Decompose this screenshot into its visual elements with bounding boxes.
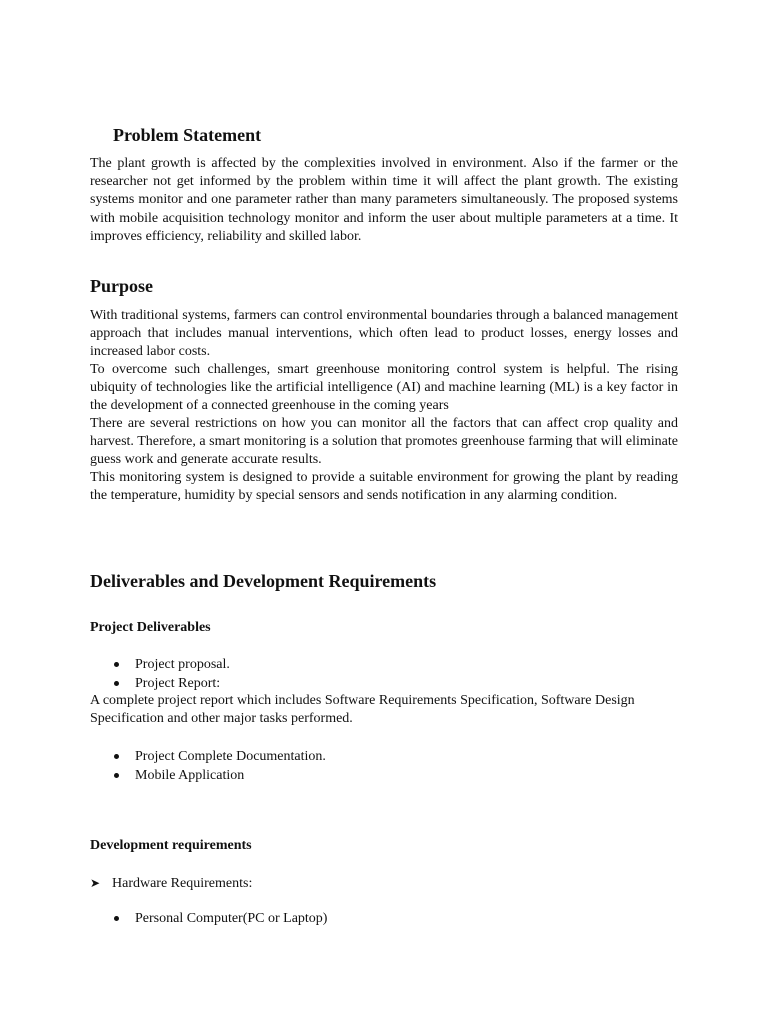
list-item-label: Mobile Application — [135, 767, 245, 783]
deliverables-heading: Deliverables and Development Requirements — [90, 571, 437, 591]
list-item — [90, 748, 326, 767]
problem-statement-body: The plant growth is affected by the complexities involved in environment. Also if the farmer or the researcher not get informed by the problem within time it will affect the plant growth. The existing systems monitor and one parameter rather than many parameters simultaneously. The proposed systems with mobile acquisition technology monitor and inform the user about multiple parameters at a time. It improves efficiency, reliability and skilled labor. — [90, 156, 678, 244]
bullet-icon — [114, 662, 119, 667]
list-item-label: Personal Computer(PC or Laptop) — [135, 911, 328, 926]
hardware-list — [90, 910, 327, 929]
purpose-paragraph-1: With traditional systems, farmers can control environmental boundaries through a balanced management approach that includes manual interventions, which often lead to product losses, energy losses and increased labor costs. — [90, 308, 678, 360]
purpose-paragraph-2: To overcome such challenges, smart greenhouse monitoring control system is helpful. The rising ubiquity of technologies like the artificial intelligence (AI) and machine learning (ML) is a key factor in the development of a connected greenhouse in the coming years — [90, 362, 678, 414]
hardware-requirements-label: Hardware Requirements: — [112, 876, 253, 891]
hardware-requirements-item — [90, 874, 252, 893]
bullet-icon — [114, 916, 119, 921]
bullet-icon — [114, 773, 119, 778]
project-report-description: A complete project report which includes Software Requirements Specification, Software Design Specification and other major tasks performed. — [90, 693, 635, 727]
list-item — [90, 767, 326, 786]
list-item-label: Project Complete Documentation. — [135, 749, 326, 764]
list-item — [90, 656, 230, 675]
list-item-label: Project proposal. — [135, 657, 230, 672]
bullet-icon — [114, 754, 119, 759]
list-item — [90, 675, 230, 694]
list-item — [90, 910, 327, 929]
deliverables-list-a — [90, 656, 230, 693]
development-requirements-heading: Development requirements — [90, 838, 252, 853]
purpose-paragraph-3: There are several restrictions on how you can monitor all the factors that can affect crop quality and harvest. Therefore, a smart monitoring is a solution that promotes greenhouse farming that will eliminate guess work and generate accurate results. — [90, 416, 678, 468]
purpose-paragraph-4: This monitoring system is designed to provide a suitable environment for growing the plant by reading the temperature, humidity by special sensors and sends notification in any alarming condition. — [90, 470, 678, 504]
project-deliverables-heading: Project Deliverables — [90, 620, 211, 635]
arrowhead-bullet-icon: ➤ — [90, 876, 101, 890]
purpose-heading: Purpose — [90, 276, 153, 296]
bullet-icon — [114, 681, 119, 686]
list-item-label: Project Report: — [135, 675, 221, 691]
deliverables-list-b — [90, 748, 326, 785]
problem-statement-heading: Problem Statement — [113, 125, 262, 145]
